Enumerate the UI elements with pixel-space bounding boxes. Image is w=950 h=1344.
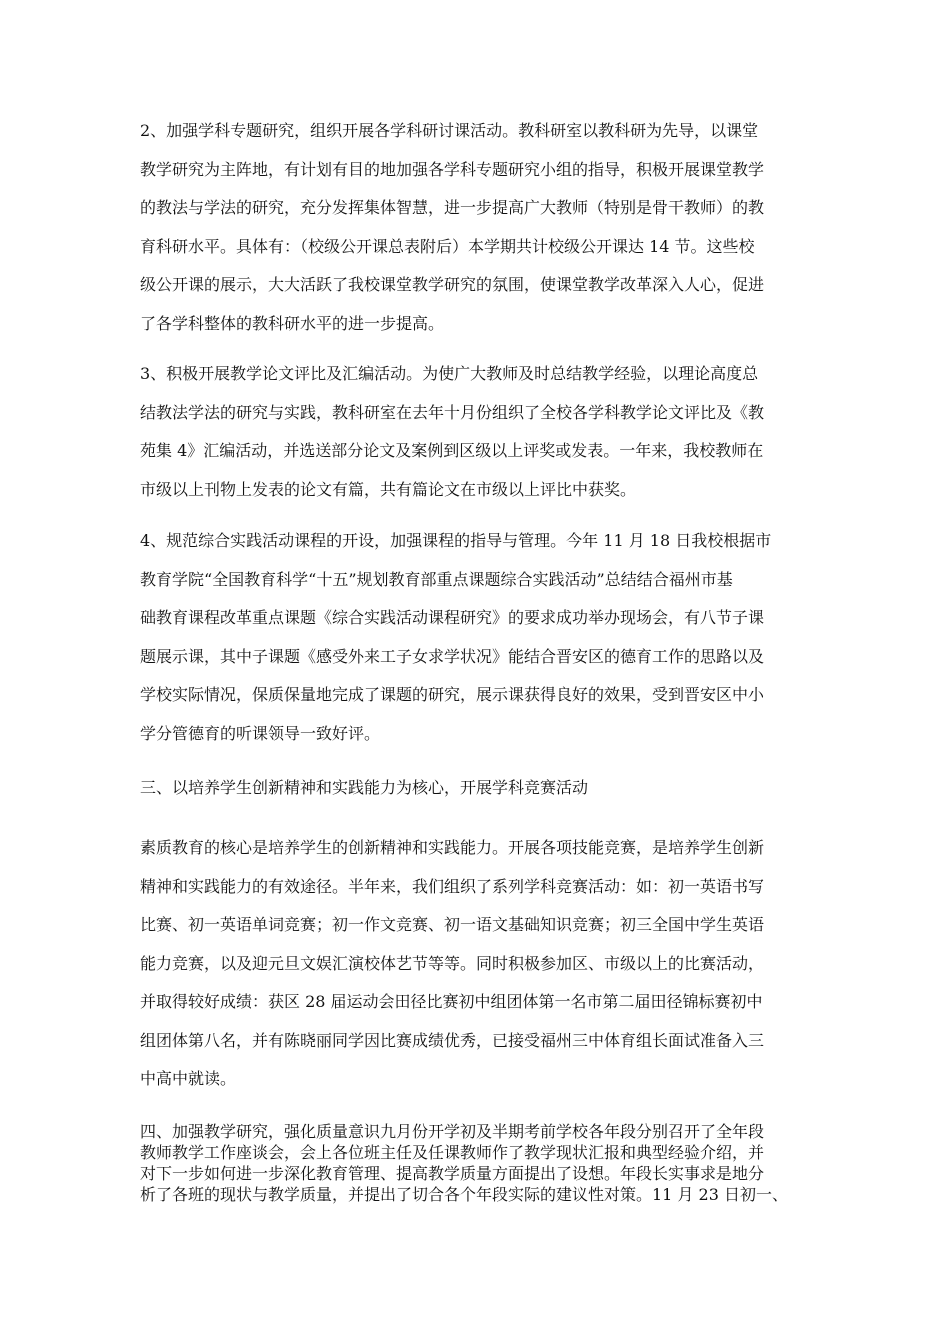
paragraph-item-2: 2、加强学科专题研究，组织开展各学科研讨课活动。教科研室以教科研为先导，以课堂 教学研究为主阵地，有计划有目的地加强各学科专题研究小组的指导，积极开展课堂教学 的教法与学法的研究，充分发挥集体智慧，进一步提高广大教师（特别是骨干教师）的教 育科研水平。具体有：（校级公开课总表附后）本学期共计校级公开课达 14 节。这些校 级公开课的展示，大大活跃了我校课堂教学研究的氛围，使课堂教学改革深入人心，促进 了各学科整体的教科研水平的进一步提高。 bbox=[140, 121, 765, 333]
section-heading-4: 四、加强教学研究，强化质量意识九月份开学初及半期考前学校各年段分别召开了全年段 教师教学工作座谈会，会上各位班主任及任课教师作了教学现状汇报和典型经验介绍，并 对下一步如何进一步深化教育管理、提高教学质量方面提出了设想。年段长实事求是地分 析了各班的现状与教学质量，并提出了切合各个年段实际的建议性对策。11 月 23 日初一、 bbox=[140, 1122, 788, 1204]
paragraph-item-3: 3、积极开展教学论文评比及汇编活动。为使广大教师及时总结教学经验，以理论高度总 结教法学法的研究与实践，教科研室在去年十月份组织了全校各学科教学论文评比及《教 苑集 4》汇编活动，并选送部分论文及案例到区级以上评奖或发表。一年来，我校教师在 市级以上刊物上发表的论文有篇，共有篇论文在市级以上评比中获奖。 bbox=[140, 364, 765, 499]
paragraph-competition: 素质教育的核心是培养学生的创新精神和实践能力。开展各项技能竞赛，是培养学生创新 精神和实践能力的有效途径。半年来，我们组织了系列学科竞赛活动：如：初一英语书写 比赛、初一英语单词竞赛；初一作文竞赛、初一语文基础知识竞赛；初三全国中学生英语 能力竞赛，以及迎元旦文娱汇演校体艺节等等。同时积极参加区、市级以上的比赛活动， 并取得较好成绩：获区 28 届运动会田径比赛初中组团体第一名市第二届田径锦标赛初中 组团体第八名，并有陈晓丽同学因比赛成绩优秀，已接受福州三中体育组长面试准备入三 中高中就读。 bbox=[140, 838, 765, 1088]
paragraph-item-4: 4、规范综合实践活动课程的开设，加强课程的指导与管理。今年 11 月 18 日我校根据市 教育学院“全国教育科学“十五”规划教育部重点课题综合实践活动”总结结合福州市基 础教育课程改革重点课题《综合实践活动课程研究》的要求成功举办现场会，有八节子课 题展示课，其中子课题《感受外来工子女求学状况》能结合晋安区的德育工作的思路以及 学校实际情况，保质保量地完成了课题的研究，展示课获得良好的效果，受到晋安区中小 学分管德育的听课领导一致好评。 bbox=[140, 531, 772, 743]
section-heading-3: 三、以培养学生创新精神和实践能力为核心，开展学科竞赛活动 bbox=[140, 778, 589, 797]
